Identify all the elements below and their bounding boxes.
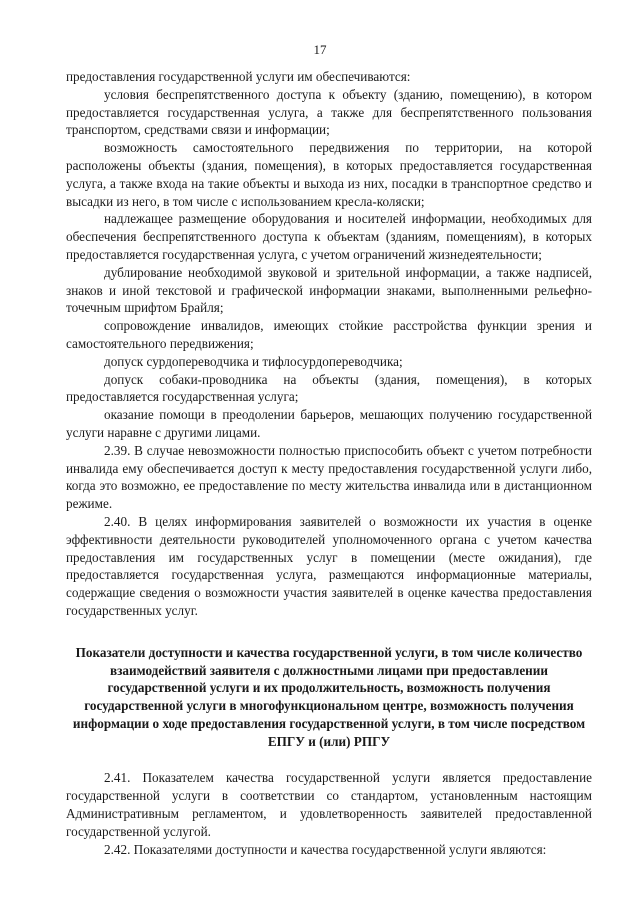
paragraph-guide-dog: допуск собаки-проводника на объекты (здания, помещения), в которых предоставляется государственная услуга; (66, 371, 592, 405)
paragraph-2-42: 2.42. Показателями доступности и качества государственной услуги являются: (104, 841, 547, 857)
paragraph-braille: дублирование необходимой звуковой и зрительной информации, а также надписей, знаков и иной текстовой и графической информации знаками, выполненными рельефно-точечным шрифтом Брайля; (66, 264, 592, 316)
paragraph-interpreter: допуск сурдопереводчика и тифлосурдопереводчика; (104, 353, 403, 369)
document-body (66, 68, 592, 858)
paragraph-access-conditions: условия беспрепятственного доступа к объекту (зданию, помещению), в котором предоставляется государственная услуга, а также для беспрепятственного пользования транспортом, средствами связи и информации; (66, 86, 592, 138)
paragraph-barriers: оказание помощи в преодолении барьеров, мешающих получению государственной услуги наравне с другими лицами. (66, 407, 592, 440)
section-heading: Показатели доступности и качества государственной услуги, в том числе количество взаимодействий заявителя с должностными лицами при предоставлении государственной услуги и их продолжительность, возможность получения государственной услуги в многофункциональном центре, возможность получения информации о ходе предоставления государственной услуги, в том числе посредством ЕПГУ и (или) РПГУ (72, 644, 586, 749)
paragraph-2-39: 2.39. В случае невозможности полностью приспособить объект с учетом потребности инвалида ему обеспечивается доступ к месту предоставления государственной услуги либо, когда это возможно, ее предоставление по месту жительства инвалида или в дистанционном режиме. (66, 442, 592, 512)
paragraph-equipment: надлежащее размещение оборудования и носителей информации, необходимых для обеспечения беспрепятственного доступа к объектам (зданиям, помещениям), в которых предоставляется государственная услуга, с учетом ограничений жизнедеятельности; (66, 211, 592, 262)
paragraph-2-40: 2.40. В целях информирования заявителей о возможности их участия в оценке эффективности деятельности руководителей уполномоченного органа с учетом качества предоставления им государственных услуг в помещении (месте ожидания), где предоставляется государственная услуга, размещаются информационные материалы, содержащие сведения о возможности участия заявителей в оценке качества предоставления государственных услуг. (66, 513, 592, 618)
paragraph-2-41: 2.41. Показателем качества государственной услуги является предоставление государственной услуги в соответствии со стандартом, установленным настоящим Административным регламентом, и удовлетворенность заявителей предоставленной государственной услугой. (66, 770, 592, 839)
paragraph-movement: возможность самостоятельного передвижения по территории, на которой расположены объекты (здания, помещения), в которых предоставляется государственная услуга, а также входа на такие объекты и выхода из них, посадки в транспортное средство и высадки из него, в том числе с использованием кресла-коляски; (66, 140, 592, 209)
paragraph-escort: сопровождение инвалидов, имеющих стойкие расстройства функции зрения и самостоятельного передвижения; (66, 318, 592, 351)
page-number: 17 (313, 42, 327, 57)
paragraph-continuation: предоставления государственной услуги им обеспечиваются: (66, 69, 411, 84)
